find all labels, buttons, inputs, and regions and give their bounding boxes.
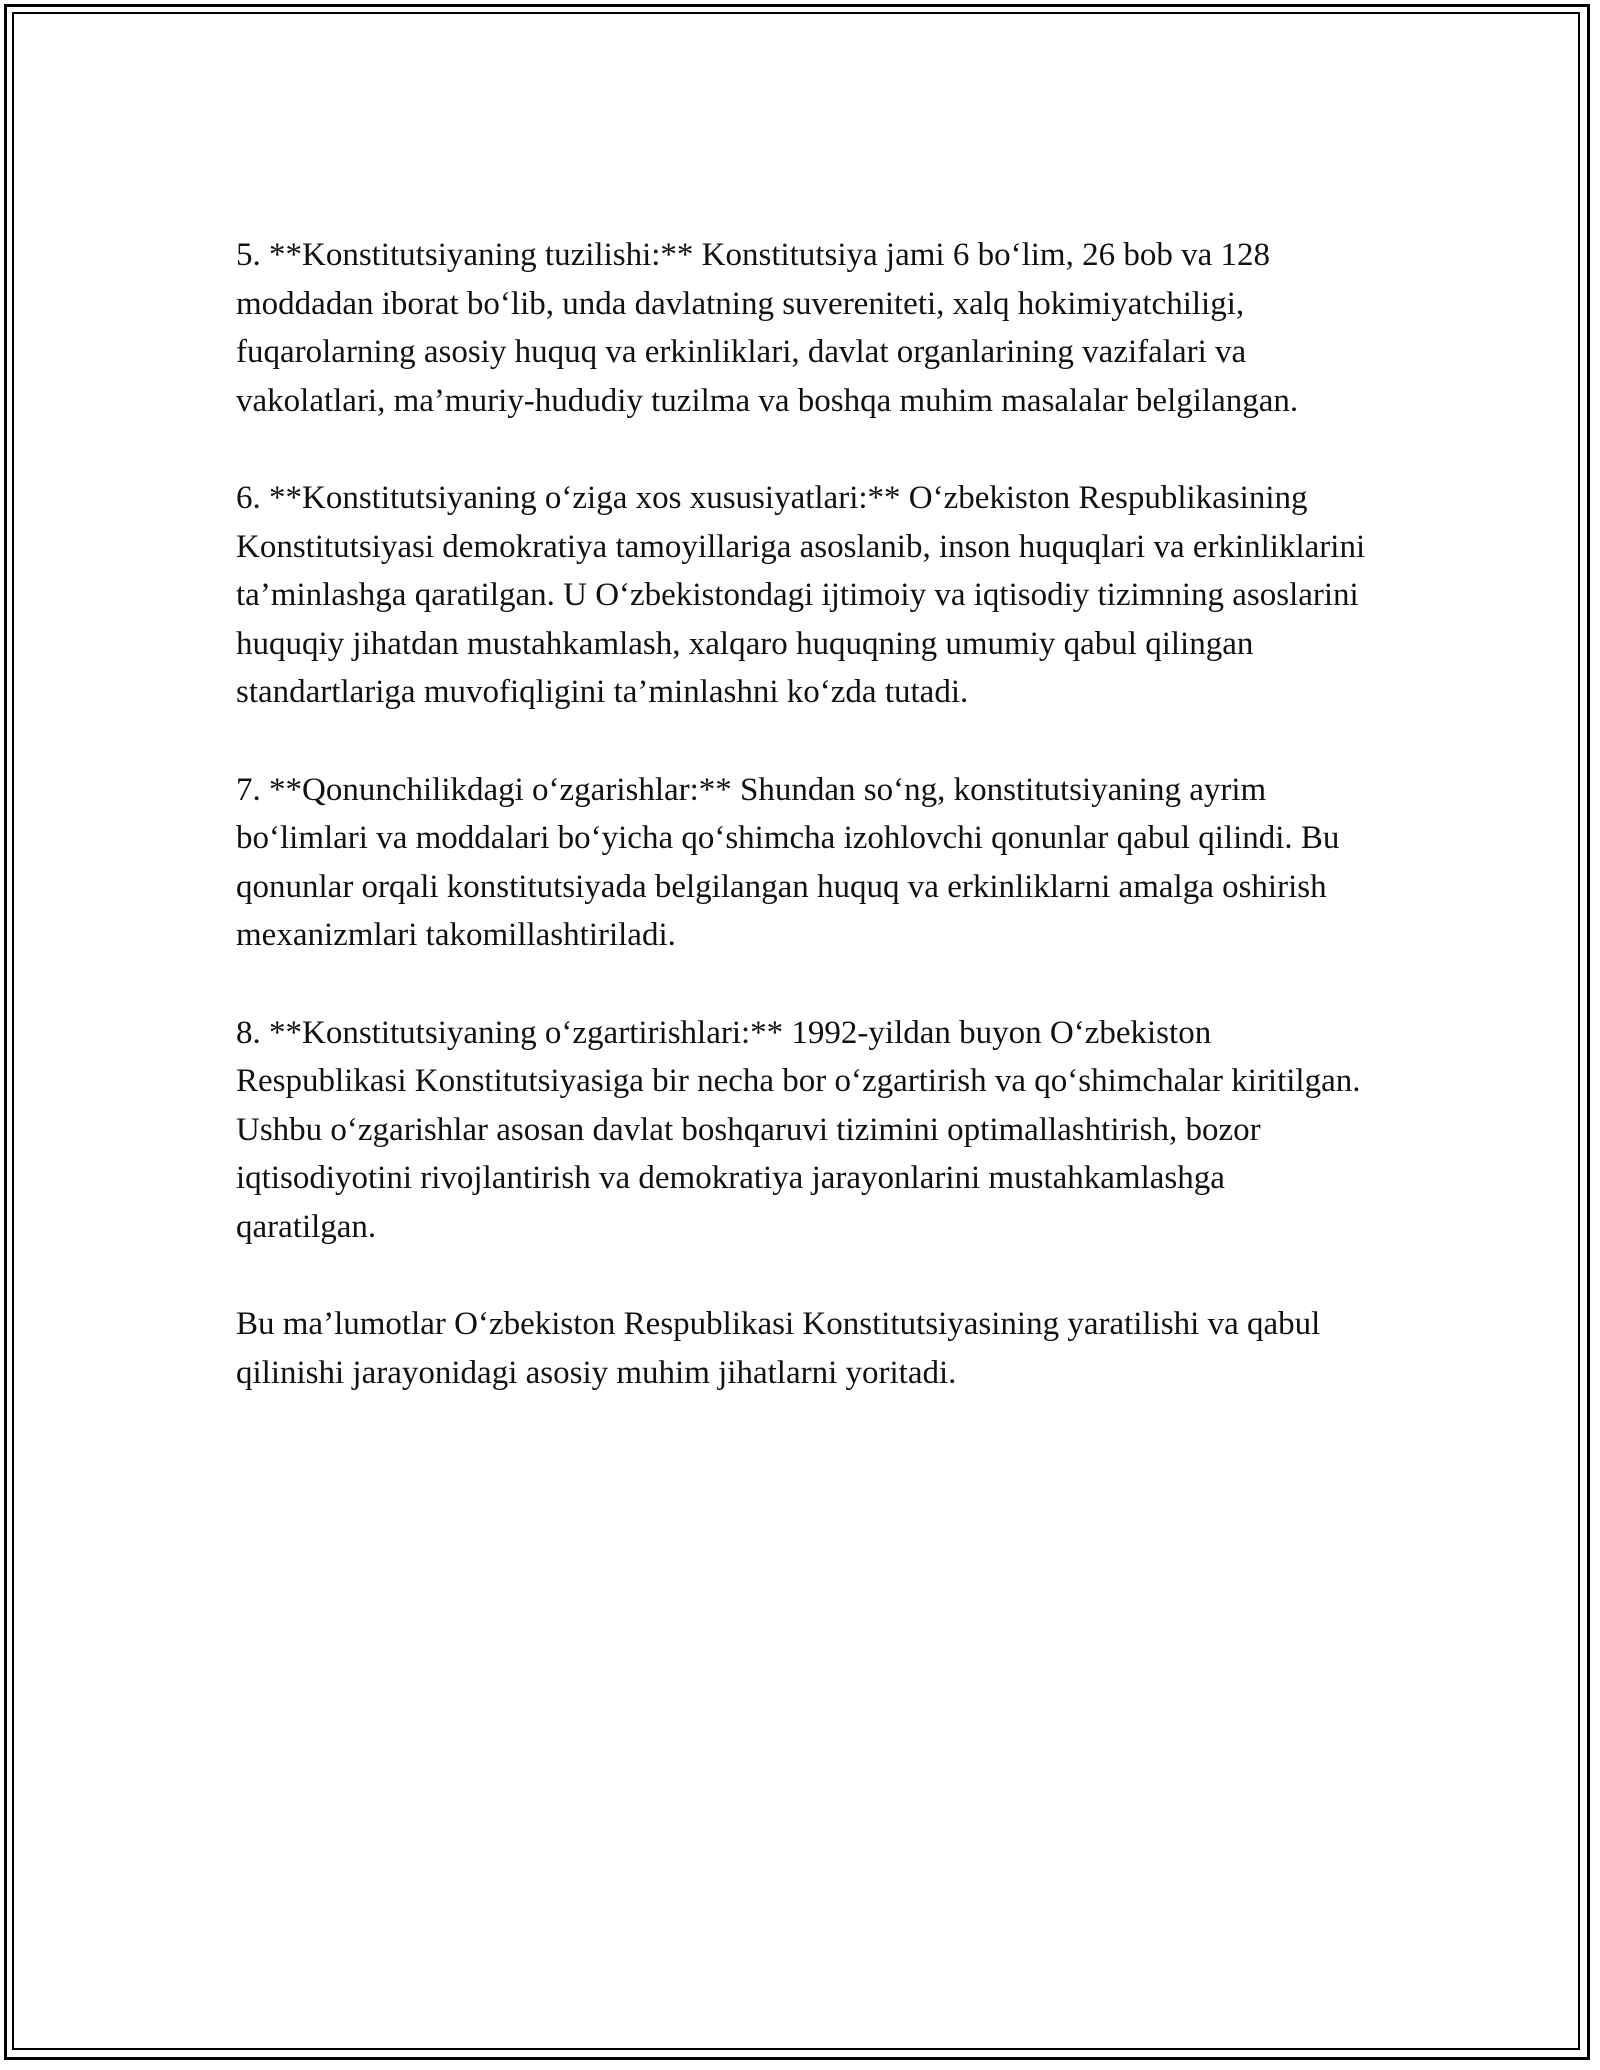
paragraph-legislative-changes: 7. **Qonunchilikdagi o‘zgarishlar:** Shundan so‘ng, konstitutsiyaning ayrim bo‘limlari va moddalari bo‘yicha qo‘shimcha izohlovchi qonunlar qabul qilindi. Bu qonunlar orqali konstitutsiyada belgilangan huquq va erkinliklarni amalga oshirish mexanizmlari takomillashtiriladi.	[236, 771, 1340, 954]
document-body	[236, 231, 1366, 1397]
paragraph-summary: Bu ma’lumotlar O‘zbekiston Respublikasi Konstitutsiyasining yaratilishi va qabul qilinishi jarayonidagi asosiy muhim jihatlarni yoritadi.	[236, 1306, 1321, 1391]
paragraph-constitution-features: 6. **Konstitutsiyaning o‘ziga xos xususiyatlari:** O‘zbekiston Respublikasining Konstitutsiyasi demokratiya tamoyillariga asoslanib, inson huquqlari va erkinliklarini ta’minlashga qaratilgan. U O‘zbekistondagi ijtimoiy va iqtisodiy tizimning asoslarini huquqiy jihatdan mustahkamlash, xalqaro huquqning umumiy qabul qilingan standartlariga muvofiqligini ta’minlashni ko‘zda tutadi.	[236, 479, 1366, 711]
paragraph-constitution-structure: 5. **Konstitutsiyaning tuzilishi:** Konstitutsiya jami 6 bo‘lim, 26 bob va 128 moddadan iborat bo‘lib, unda davlatning suvereniteti, xalq hokimiyatchiligi, fuqarolarning asosiy huquq va erkinliklari, davlat organlarining vazifalari va vakolatlari, ma’muriy-hududiy tuzilma va boshqa muhim masalalar belgilangan.	[236, 237, 1299, 419]
paragraph-constitution-amendments: 8. **Konstitutsiyaning o‘zgartirishlari:** 1992-yildan buyon O‘zbekiston Respublikasi Konstitutsiyasiga bir necha bor o‘zgartirish va qo‘shimchalar kiritilgan. Ushbu o‘zgarishlar asosan davlat boshqaruvi tizimini optimallashtirish, bozor iqtisodiyotini rivojlantirish va demokratiya jarayonlarini mustahkamlashga qaratilgan.	[236, 1014, 1361, 1245]
